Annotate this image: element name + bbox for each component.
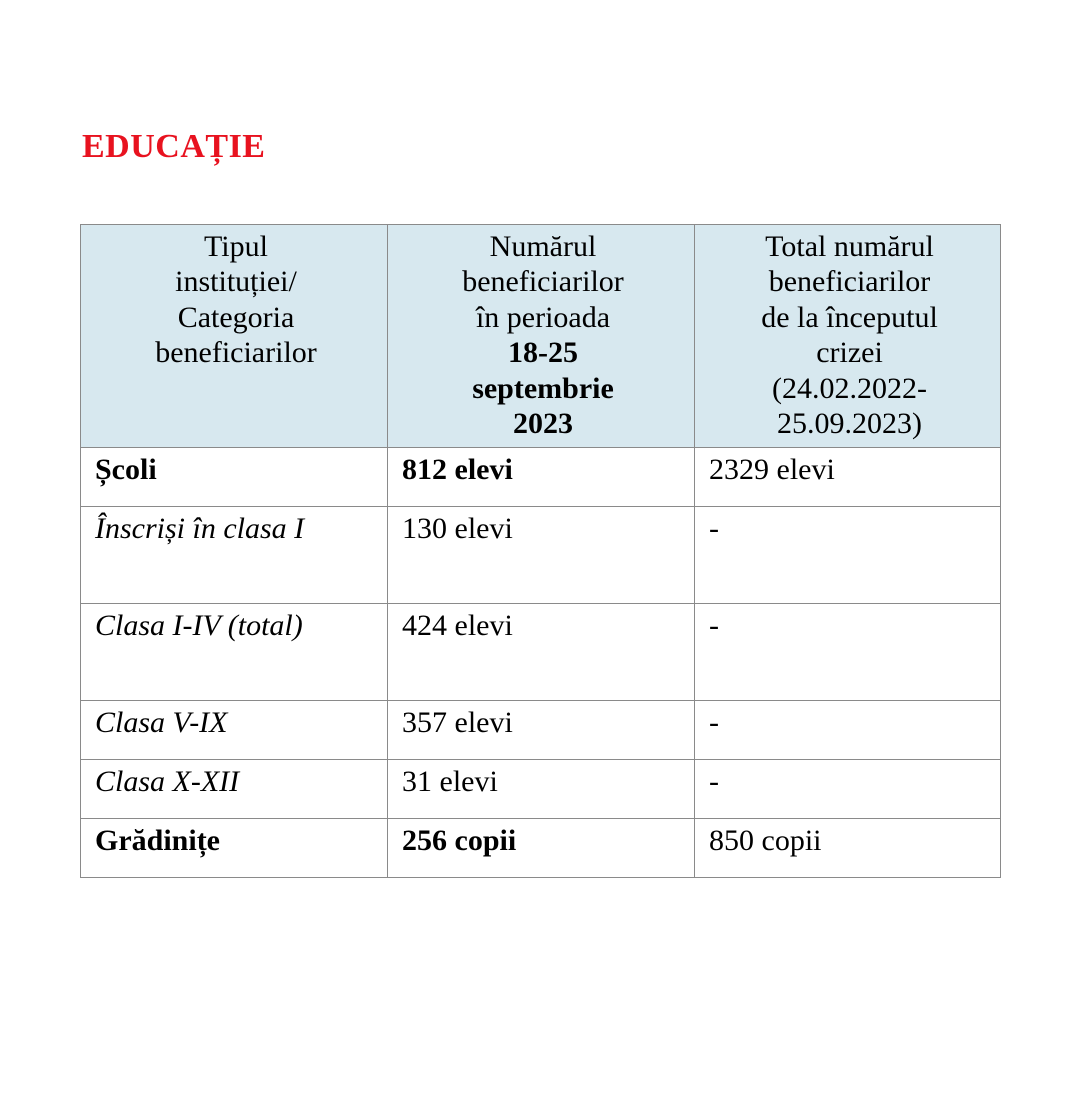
column-header-total-since-crisis <box>695 225 1001 448</box>
table-row <box>81 701 1001 760</box>
header-line: crizei <box>816 336 883 370</box>
row-label: Înscriși în clasa I <box>81 507 388 604</box>
row-period-value: 31 elevi <box>388 760 695 819</box>
header-line: Categoria <box>177 300 295 334</box>
row-period-value: 812 elevi <box>388 448 695 507</box>
header-line: Total numărul <box>765 230 934 263</box>
row-total-value: - <box>695 760 1001 819</box>
table-header-row <box>81 225 1001 448</box>
header-line: Tipul <box>204 230 268 263</box>
table-header <box>81 225 1001 448</box>
table-row <box>81 760 1001 819</box>
header-line: 25.09.2023) <box>777 406 922 440</box>
row-period-value: 357 elevi <box>388 701 695 760</box>
header-line: (24.02.2022- <box>772 371 927 405</box>
header-line: de la începutul <box>761 300 938 334</box>
column-header-period-count <box>388 225 695 448</box>
table-body <box>81 448 1001 878</box>
column-header-institution-type <box>81 225 388 448</box>
header-line: instituției/ <box>175 265 297 299</box>
table-row <box>81 448 1001 507</box>
row-label: Grădinițe <box>81 819 388 878</box>
row-period-value: 130 elevi <box>388 507 695 604</box>
row-period-value: 256 copii <box>388 819 695 878</box>
header-line: Numărul <box>489 230 597 263</box>
row-total-value: - <box>695 604 1001 701</box>
row-total-value: 850 copii <box>695 819 1001 878</box>
header-line: 2023 <box>513 406 573 440</box>
header-line: septembrie <box>472 371 614 405</box>
table-row <box>81 604 1001 701</box>
row-label: Clasa X-XII <box>81 760 388 819</box>
education-table-container <box>80 224 1000 878</box>
header-line: în perioada <box>475 300 611 334</box>
row-total-value: - <box>695 507 1001 604</box>
row-period-value: 424 elevi <box>388 604 695 701</box>
row-total-value: 2329 elevi <box>695 448 1001 507</box>
table-row <box>81 819 1001 878</box>
page-title: EDUCAȚIE <box>82 128 266 165</box>
row-label: Școli <box>81 448 388 507</box>
header-line: beneficiarilor <box>462 265 624 299</box>
header-line: 18-25 <box>508 336 578 370</box>
row-label: Clasa I-IV (total) <box>81 604 388 701</box>
education-statistics-table <box>80 224 1001 878</box>
row-label: Clasa V-IX <box>81 701 388 760</box>
header-line: beneficiarilor <box>768 265 931 299</box>
row-total-value: - <box>695 701 1001 760</box>
table-row <box>81 507 1001 604</box>
header-line: beneficiarilor <box>155 336 317 370</box>
